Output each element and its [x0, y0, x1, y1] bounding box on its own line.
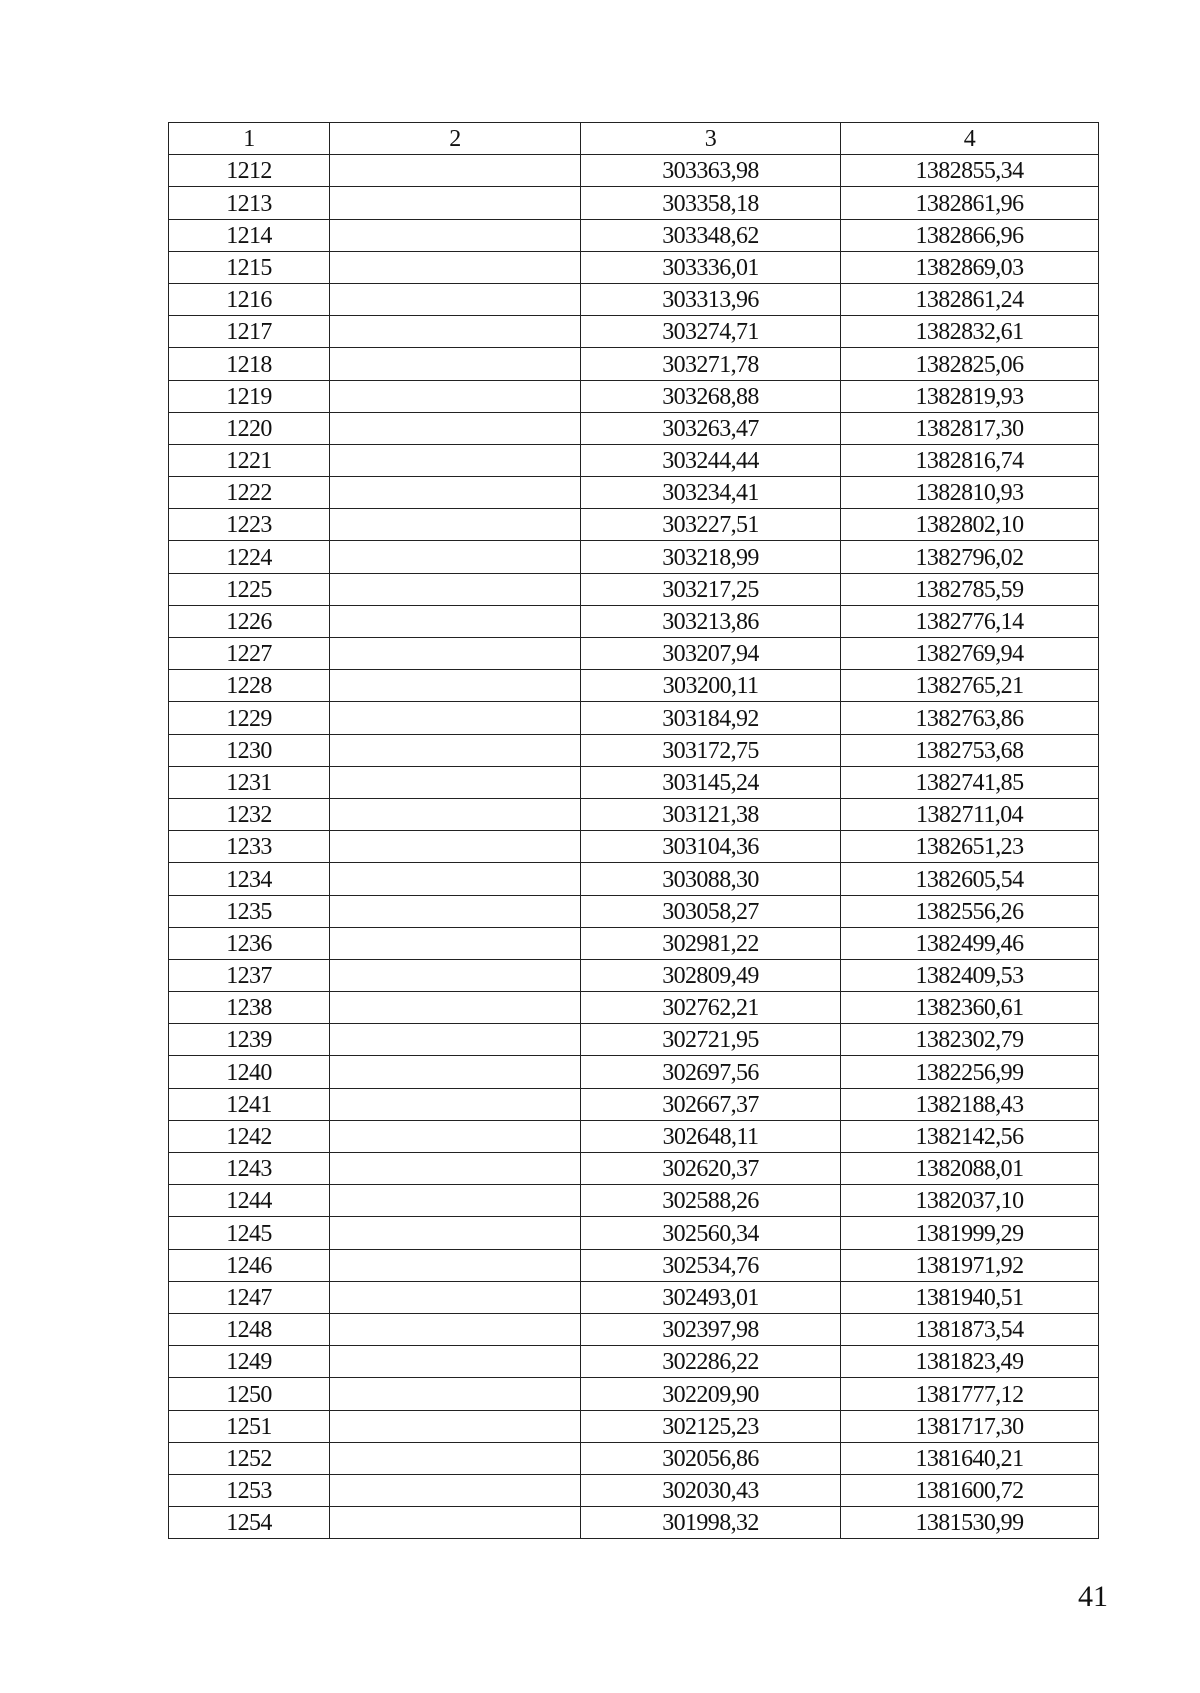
y-coordinate-cell: 1382817,30: [841, 412, 1099, 444]
x-coordinate-cell: 302697,56: [581, 1056, 841, 1088]
x-coordinate-cell: 303274,71: [581, 316, 841, 348]
y-coordinate-cell: 1381940,51: [841, 1281, 1099, 1313]
point-number-cell: 1244: [169, 1185, 330, 1217]
y-coordinate-cell: 1382142,56: [841, 1120, 1099, 1152]
y-coordinate-cell: 1382556,26: [841, 895, 1099, 927]
header-cell: 4: [841, 123, 1099, 155]
y-coordinate-cell: 1382802,10: [841, 509, 1099, 541]
y-coordinate-cell: 1382819,93: [841, 380, 1099, 412]
y-coordinate-cell: 1382855,34: [841, 155, 1099, 187]
header-cell: 2: [330, 123, 581, 155]
coordinates-table: [168, 122, 1099, 1539]
x-coordinate-cell: 303218,99: [581, 541, 841, 573]
table-row: [169, 283, 1099, 315]
point-number-cell: 1221: [169, 444, 330, 476]
x-coordinate-cell: 303145,24: [581, 766, 841, 798]
y-coordinate-cell: 1382360,61: [841, 992, 1099, 1024]
header-cell: 3: [581, 123, 841, 155]
y-coordinate-cell: 1381717,30: [841, 1410, 1099, 1442]
column-2-cell: [330, 605, 581, 637]
x-coordinate-cell: 302286,22: [581, 1346, 841, 1378]
point-number-cell: 1212: [169, 155, 330, 187]
point-number-cell: 1222: [169, 477, 330, 509]
x-coordinate-cell: 303200,11: [581, 670, 841, 702]
column-2-cell: [330, 412, 581, 444]
table-row: [169, 316, 1099, 348]
column-2-cell: [330, 187, 581, 219]
x-coordinate-cell: 303234,41: [581, 477, 841, 509]
point-number-cell: 1245: [169, 1217, 330, 1249]
x-coordinate-cell: 302762,21: [581, 992, 841, 1024]
y-coordinate-cell: 1381873,54: [841, 1313, 1099, 1345]
y-coordinate-cell: 1381640,21: [841, 1442, 1099, 1474]
table-row: [169, 155, 1099, 187]
point-number-cell: 1242: [169, 1120, 330, 1152]
y-coordinate-cell: 1382765,21: [841, 670, 1099, 702]
table-row: [169, 219, 1099, 251]
point-number-cell: 1233: [169, 831, 330, 863]
column-2-cell: [330, 380, 581, 412]
table-row: [169, 187, 1099, 219]
header-row: [169, 123, 1099, 155]
y-coordinate-cell: 1382785,59: [841, 573, 1099, 605]
point-number-cell: 1238: [169, 992, 330, 1024]
x-coordinate-cell: 303207,94: [581, 638, 841, 670]
column-2-cell: [330, 1474, 581, 1506]
table-row: [169, 348, 1099, 380]
point-number-cell: 1230: [169, 734, 330, 766]
y-coordinate-cell: 1382810,93: [841, 477, 1099, 509]
x-coordinate-cell: 302620,37: [581, 1153, 841, 1185]
column-2-cell: [330, 638, 581, 670]
column-2-cell: [330, 1281, 581, 1313]
table-row: [169, 1313, 1099, 1345]
column-2-cell: [330, 798, 581, 830]
column-2-cell: [330, 1313, 581, 1345]
table-row: [169, 573, 1099, 605]
y-coordinate-cell: 1381600,72: [841, 1474, 1099, 1506]
y-coordinate-cell: 1382861,24: [841, 283, 1099, 315]
column-2-cell: [330, 1249, 581, 1281]
point-number-cell: 1246: [169, 1249, 330, 1281]
column-2-cell: [330, 444, 581, 476]
column-2-cell: [330, 992, 581, 1024]
y-coordinate-cell: 1381530,99: [841, 1507, 1099, 1539]
column-2-cell: [330, 959, 581, 991]
y-coordinate-cell: 1382776,14: [841, 605, 1099, 637]
point-number-cell: 1248: [169, 1313, 330, 1345]
point-number-cell: 1231: [169, 766, 330, 798]
column-2-cell: [330, 477, 581, 509]
column-2-cell: [330, 509, 581, 541]
table-row: [169, 734, 1099, 766]
point-number-cell: 1237: [169, 959, 330, 991]
x-coordinate-cell: 303184,92: [581, 702, 841, 734]
x-coordinate-cell: 302056,86: [581, 1442, 841, 1474]
table-row: [169, 1120, 1099, 1152]
y-coordinate-cell: 1382651,23: [841, 831, 1099, 863]
y-coordinate-cell: 1382825,06: [841, 348, 1099, 380]
y-coordinate-cell: 1382302,79: [841, 1024, 1099, 1056]
y-coordinate-cell: 1382769,94: [841, 638, 1099, 670]
x-coordinate-cell: 302981,22: [581, 927, 841, 959]
x-coordinate-cell: 303244,44: [581, 444, 841, 476]
x-coordinate-cell: 302809,49: [581, 959, 841, 991]
point-number-cell: 1223: [169, 509, 330, 541]
y-coordinate-cell: 1382741,85: [841, 766, 1099, 798]
table-row: [169, 1217, 1099, 1249]
x-coordinate-cell: 302721,95: [581, 1024, 841, 1056]
x-coordinate-cell: 302534,76: [581, 1249, 841, 1281]
table-row: [169, 863, 1099, 895]
y-coordinate-cell: 1381823,49: [841, 1346, 1099, 1378]
table-row: [169, 1507, 1099, 1539]
y-coordinate-cell: 1382832,61: [841, 316, 1099, 348]
y-coordinate-cell: 1382256,99: [841, 1056, 1099, 1088]
y-coordinate-cell: 1381777,12: [841, 1378, 1099, 1410]
column-2-cell: [330, 1410, 581, 1442]
table-row: [169, 1346, 1099, 1378]
column-2-cell: [330, 1346, 581, 1378]
table-row: [169, 798, 1099, 830]
table-row: [169, 831, 1099, 863]
point-number-cell: 1241: [169, 1088, 330, 1120]
y-coordinate-cell: 1382188,43: [841, 1088, 1099, 1120]
table-row: [169, 1249, 1099, 1281]
y-coordinate-cell: 1382711,04: [841, 798, 1099, 830]
column-2-cell: [330, 573, 581, 605]
column-2-cell: [330, 766, 581, 798]
point-number-cell: 1253: [169, 1474, 330, 1506]
point-number-cell: 1224: [169, 541, 330, 573]
table-row: [169, 1056, 1099, 1088]
table-row: [169, 702, 1099, 734]
x-coordinate-cell: 303313,96: [581, 283, 841, 315]
y-coordinate-cell: 1382037,10: [841, 1185, 1099, 1217]
y-coordinate-cell: 1382409,53: [841, 959, 1099, 991]
x-coordinate-cell: 303348,62: [581, 219, 841, 251]
x-coordinate-cell: 302588,26: [581, 1185, 841, 1217]
point-number-cell: 1225: [169, 573, 330, 605]
column-2-cell: [330, 1442, 581, 1474]
table-row: [169, 1442, 1099, 1474]
y-coordinate-cell: 1382763,86: [841, 702, 1099, 734]
y-coordinate-cell: 1381999,29: [841, 1217, 1099, 1249]
point-number-cell: 1220: [169, 412, 330, 444]
column-2-cell: [330, 348, 581, 380]
x-coordinate-cell: 302648,11: [581, 1120, 841, 1152]
table-row: [169, 1153, 1099, 1185]
column-2-cell: [330, 1507, 581, 1539]
point-number-cell: 1229: [169, 702, 330, 734]
page-number: 41: [1078, 1580, 1108, 1613]
x-coordinate-cell: 303358,18: [581, 187, 841, 219]
x-coordinate-cell: 303104,36: [581, 831, 841, 863]
column-2-cell: [330, 541, 581, 573]
table-row: [169, 541, 1099, 573]
x-coordinate-cell: 302209,90: [581, 1378, 841, 1410]
x-coordinate-cell: 303213,86: [581, 605, 841, 637]
column-2-cell: [330, 863, 581, 895]
y-coordinate-cell: 1382796,02: [841, 541, 1099, 573]
table-row: [169, 1378, 1099, 1410]
x-coordinate-cell: 302667,37: [581, 1088, 841, 1120]
point-number-cell: 1254: [169, 1507, 330, 1539]
y-coordinate-cell: 1382499,46: [841, 927, 1099, 959]
column-2-cell: [330, 1120, 581, 1152]
point-number-cell: 1232: [169, 798, 330, 830]
table-row: [169, 638, 1099, 670]
table-row: [169, 1088, 1099, 1120]
table-row: [169, 1185, 1099, 1217]
table-row: [169, 895, 1099, 927]
point-number-cell: 1217: [169, 316, 330, 348]
column-2-cell: [330, 316, 581, 348]
point-number-cell: 1236: [169, 927, 330, 959]
column-2-cell: [330, 1185, 581, 1217]
x-coordinate-cell: 302125,23: [581, 1410, 841, 1442]
table-row: [169, 766, 1099, 798]
table-row: [169, 959, 1099, 991]
y-coordinate-cell: 1381971,92: [841, 1249, 1099, 1281]
column-2-cell: [330, 219, 581, 251]
point-number-cell: 1228: [169, 670, 330, 702]
point-number-cell: 1218: [169, 348, 330, 380]
point-number-cell: 1215: [169, 251, 330, 283]
table-row: [169, 1281, 1099, 1313]
column-2-cell: [330, 927, 581, 959]
header-cell: 1: [169, 123, 330, 155]
y-coordinate-cell: 1382753,68: [841, 734, 1099, 766]
column-2-cell: [330, 155, 581, 187]
table-row: [169, 1410, 1099, 1442]
column-2-cell: [330, 895, 581, 927]
column-2-cell: [330, 283, 581, 315]
x-coordinate-cell: 301998,32: [581, 1507, 841, 1539]
point-number-cell: 1214: [169, 219, 330, 251]
y-coordinate-cell: 1382861,96: [841, 187, 1099, 219]
table-row: [169, 412, 1099, 444]
x-coordinate-cell: 302030,43: [581, 1474, 841, 1506]
x-coordinate-cell: 302397,98: [581, 1313, 841, 1345]
point-number-cell: 1249: [169, 1346, 330, 1378]
x-coordinate-cell: 303336,01: [581, 251, 841, 283]
point-number-cell: 1216: [169, 283, 330, 315]
table-row: [169, 509, 1099, 541]
column-2-cell: [330, 734, 581, 766]
point-number-cell: 1247: [169, 1281, 330, 1313]
y-coordinate-cell: 1382866,96: [841, 219, 1099, 251]
x-coordinate-cell: 303271,78: [581, 348, 841, 380]
x-coordinate-cell: 303088,30: [581, 863, 841, 895]
x-coordinate-cell: 303058,27: [581, 895, 841, 927]
column-2-cell: [330, 1378, 581, 1410]
point-number-cell: 1243: [169, 1153, 330, 1185]
column-2-cell: [330, 251, 581, 283]
column-2-cell: [330, 1024, 581, 1056]
table-body: [169, 123, 1099, 1539]
column-2-cell: [330, 702, 581, 734]
x-coordinate-cell: 302493,01: [581, 1281, 841, 1313]
point-number-cell: 1239: [169, 1024, 330, 1056]
y-coordinate-cell: 1382088,01: [841, 1153, 1099, 1185]
x-coordinate-cell: 303263,47: [581, 412, 841, 444]
point-number-cell: 1227: [169, 638, 330, 670]
x-coordinate-cell: 303268,88: [581, 380, 841, 412]
x-coordinate-cell: 303121,38: [581, 798, 841, 830]
table-row: [169, 1024, 1099, 1056]
point-number-cell: 1252: [169, 1442, 330, 1474]
point-number-cell: 1240: [169, 1056, 330, 1088]
table-row: [169, 605, 1099, 637]
column-2-cell: [330, 1056, 581, 1088]
point-number-cell: 1235: [169, 895, 330, 927]
table-row: [169, 251, 1099, 283]
point-number-cell: 1226: [169, 605, 330, 637]
point-number-cell: 1250: [169, 1378, 330, 1410]
column-2-cell: [330, 1217, 581, 1249]
table-row: [169, 444, 1099, 476]
table-row: [169, 1474, 1099, 1506]
column-2-cell: [330, 670, 581, 702]
column-2-cell: [330, 1153, 581, 1185]
y-coordinate-cell: 1382869,03: [841, 251, 1099, 283]
table-row: [169, 670, 1099, 702]
x-coordinate-cell: 302560,34: [581, 1217, 841, 1249]
point-number-cell: 1234: [169, 863, 330, 895]
point-number-cell: 1251: [169, 1410, 330, 1442]
x-coordinate-cell: 303363,98: [581, 155, 841, 187]
point-number-cell: 1219: [169, 380, 330, 412]
column-2-cell: [330, 1088, 581, 1120]
x-coordinate-cell: 303227,51: [581, 509, 841, 541]
column-2-cell: [330, 831, 581, 863]
x-coordinate-cell: 303172,75: [581, 734, 841, 766]
table-row: [169, 380, 1099, 412]
y-coordinate-cell: 1382816,74: [841, 444, 1099, 476]
table-row: [169, 927, 1099, 959]
point-number-cell: 1213: [169, 187, 330, 219]
table-row: [169, 992, 1099, 1024]
y-coordinate-cell: 1382605,54: [841, 863, 1099, 895]
x-coordinate-cell: 303217,25: [581, 573, 841, 605]
table-row: [169, 477, 1099, 509]
